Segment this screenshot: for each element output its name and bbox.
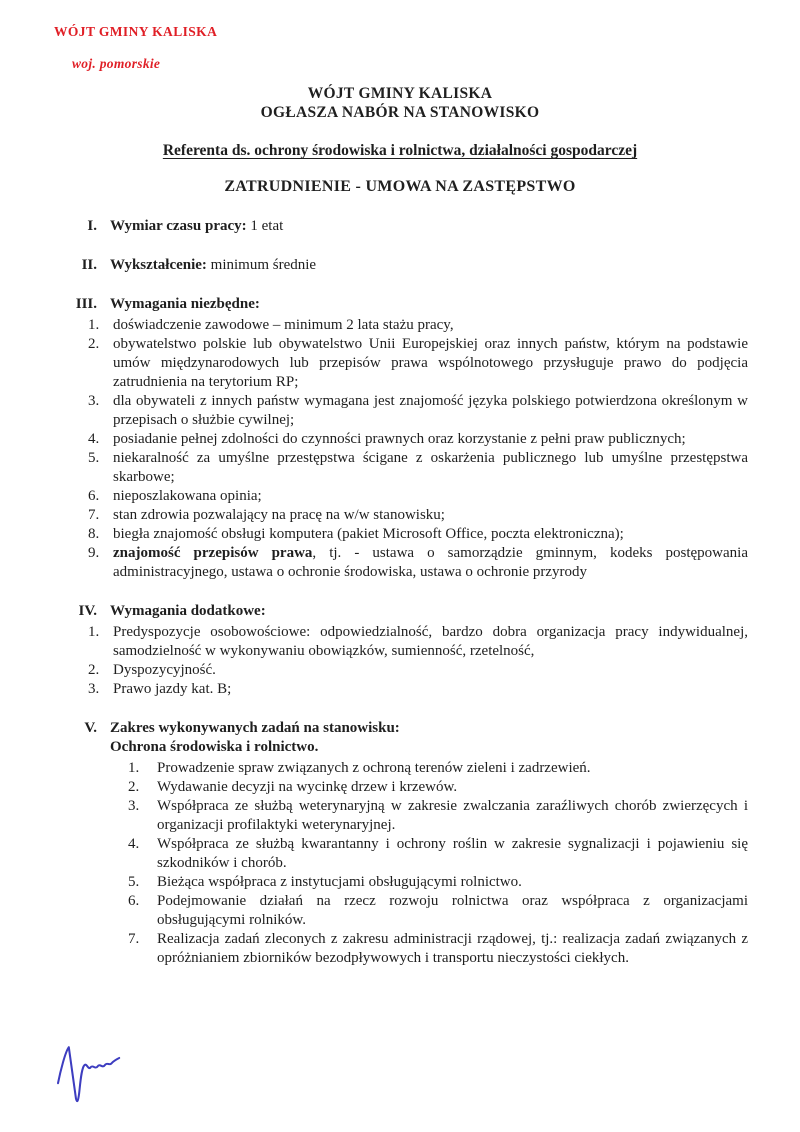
list-item: [88, 525, 748, 544]
item-text: dla obywateli z innych państw wymagana jest znajomość języka polskiego potwierdzona określonym w przepisach o służbie cywilnej;: [113, 393, 748, 428]
item-text: stan zdrowia pozwalający na pracę na w/w stanowisku;: [113, 507, 445, 523]
section-ii: [55, 256, 748, 275]
item-number: 7.: [128, 931, 140, 947]
section-content: [110, 256, 748, 275]
item-number: 4.: [88, 431, 100, 447]
list-item: [128, 759, 748, 778]
list-item: [128, 873, 748, 892]
item-number: 8.: [88, 526, 100, 542]
list-item: [128, 797, 748, 835]
section-value: 1 etat: [246, 218, 284, 234]
list-item: [128, 930, 748, 968]
stamp-voivodeship: woj. pomorskie: [72, 56, 161, 71]
item-text: doświadczenie zawodowe – minimum 2 lata stażu pracy,: [113, 317, 454, 333]
list-item: [88, 544, 748, 582]
document-title-line2: OGŁASZA NABÓR NA STANOWISKO: [260, 104, 540, 121]
section-item-list: [55, 316, 748, 582]
item-number: 3.: [128, 798, 140, 814]
item-text: Realizacja zadań zleconych z zakresu administracji rządowej, tj.: realizacja zadań związanych z opróżnianiem zbiorników bezodpływowych i transportu nieczystości ciekłych.: [157, 931, 748, 966]
item-number: 5.: [88, 450, 100, 466]
section-heading: Wymagania niezbędne:: [110, 296, 260, 312]
section-numeral: V.: [84, 720, 97, 736]
section-content: [110, 602, 748, 621]
section-iii: [55, 295, 748, 582]
section-heading: Zakres wykonywanych zadań na stanowisku:: [110, 720, 400, 736]
official-stamp: [54, 22, 217, 73]
item-text: Wydawanie decyzji na wycinkę drzew i krzewów.: [157, 779, 458, 795]
list-item: [88, 449, 748, 487]
section-header-row: [55, 217, 748, 236]
section-numeral: II.: [81, 257, 97, 273]
section-item-list: [55, 623, 748, 699]
item-number: 2.: [128, 779, 140, 795]
item-text: Podejmowanie działań na rzecz rozwoju rolnictwa oraz współpraca z organizacjami obsługującymi rolników.: [157, 893, 748, 928]
list-item: [88, 680, 748, 699]
item-number: 6.: [88, 488, 100, 504]
section-content: [110, 295, 748, 314]
section-heading: Wymagania dodatkowe:: [110, 603, 266, 619]
section-content: [110, 719, 748, 757]
list-item: [128, 892, 748, 930]
list-item: [88, 316, 748, 335]
list-item: [128, 835, 748, 873]
section-heading: Wykształcenie:: [110, 257, 207, 273]
employment-type: ZATRUDNIENIE - UMOWA NA ZASTĘPSTWO: [224, 178, 576, 195]
item-number: 5.: [128, 874, 140, 890]
stamp-office-name: WÓJT GMINY KALISKA: [54, 24, 218, 39]
section-header-row: [55, 602, 748, 621]
position-title: Referenta ds. ochrony środowiska i rolnictwa, działalności gospodarczej: [162, 142, 638, 159]
signature-stroke: [58, 1047, 119, 1101]
item-text: obywatelstwo polskie lub obywatelstwo Unii Europejskiej oraz innych państw, którym na podstawie umów międzynarodowych lub przepisów prawa wspólnotowego przysługuje prawo do podjęcia zatrudnienia na terytorium RP;: [113, 336, 748, 390]
section-header-row: [55, 719, 748, 757]
item-text: posiadanie pełnej zdolności do czynności prawnych oraz korzystanie z pełni praw publicznych;: [113, 431, 686, 447]
list-item: [88, 506, 748, 525]
list-item: [88, 623, 748, 661]
list-item: [88, 430, 748, 449]
item-text: Prawo jazdy kat. B;: [113, 681, 232, 697]
item-number: 3.: [88, 681, 100, 697]
item-number: 3.: [88, 393, 100, 409]
section-value: minimum średnie: [206, 257, 317, 273]
item-number: 4.: [128, 836, 140, 852]
item-text: Bieżąca współpraca z instytucjami obsługującymi rolnictwo.: [157, 874, 522, 890]
list-item: [88, 392, 748, 430]
list-item: [88, 487, 748, 506]
section-v: [55, 719, 748, 968]
item-number: 1.: [128, 760, 140, 776]
section-iv: [55, 602, 748, 699]
section-subheading: Ochrona środowiska i rolnictwo.: [110, 739, 319, 755]
handwritten-signature: [52, 1042, 124, 1110]
item-number: 2.: [88, 336, 100, 352]
item-number: 1.: [88, 317, 100, 333]
section-numeral: I.: [87, 218, 97, 234]
section-i: [55, 217, 748, 236]
sections-container: [55, 217, 748, 968]
item-text: Prowadzenie spraw związanych z ochroną terenów zieleni i zadrzewień.: [157, 760, 591, 776]
item-text: Współpraca ze służbą kwarantanny i ochrony roślin w zakresie sygnalizacji i pojawieniu się szkodników i chorób.: [157, 836, 748, 871]
section-header-row: [55, 256, 748, 275]
section-numeral: IV.: [78, 603, 97, 619]
section-header-row: [55, 295, 748, 314]
item-number: 7.: [88, 507, 100, 523]
item-number: 1.: [88, 624, 100, 640]
list-item: [128, 778, 748, 797]
item-bold-lead: znajomość przepisów prawa: [113, 545, 313, 561]
item-text: Dyspozycyjność.: [113, 662, 216, 678]
item-text: Współpraca ze służbą weterynaryjną w zakresie zwalczania zaraźliwych chorób zwierzęcych i organizacji profilaktyki weterynaryjnej.: [157, 798, 748, 833]
item-text: niekaralność za umyślne przestępstwa ścigane z oskarżenia publicznego lub umyślne przestępstwa skarbowe;: [113, 450, 748, 485]
section-content: [110, 217, 748, 236]
section-numeral: III.: [75, 296, 97, 312]
section-heading: Wymiar czasu pracy:: [110, 218, 247, 234]
item-text: nieposzlakowana opinia;: [113, 488, 262, 504]
item-number: 9.: [88, 545, 100, 561]
item-text: biegła znajomość obsługi komputera (pakiet Microsoft Office, poczta elektroniczna);: [113, 526, 624, 542]
list-item: [88, 335, 748, 392]
item-number: 6.: [128, 893, 140, 909]
item-text: Predyspozycje osobowościowe: odpowiedzialność, bardzo dobra organizacja pracy indywidualnej, samodzielność w wykonywaniu obowiązków, sumienność, rzetelność,: [113, 624, 748, 659]
item-number: 2.: [88, 662, 100, 678]
document-title-line1: WÓJT GMINY KALISKA: [307, 85, 493, 102]
section-item-list: [55, 759, 748, 968]
item-text: znajomość przepisów prawa, tj. - ustawa o samorządzie gminnym, kodeks postępowania administracyjnego, ustawa o ochronie środowiska, ustawa o ochronie przyrody: [113, 545, 748, 580]
list-item: [88, 661, 748, 680]
